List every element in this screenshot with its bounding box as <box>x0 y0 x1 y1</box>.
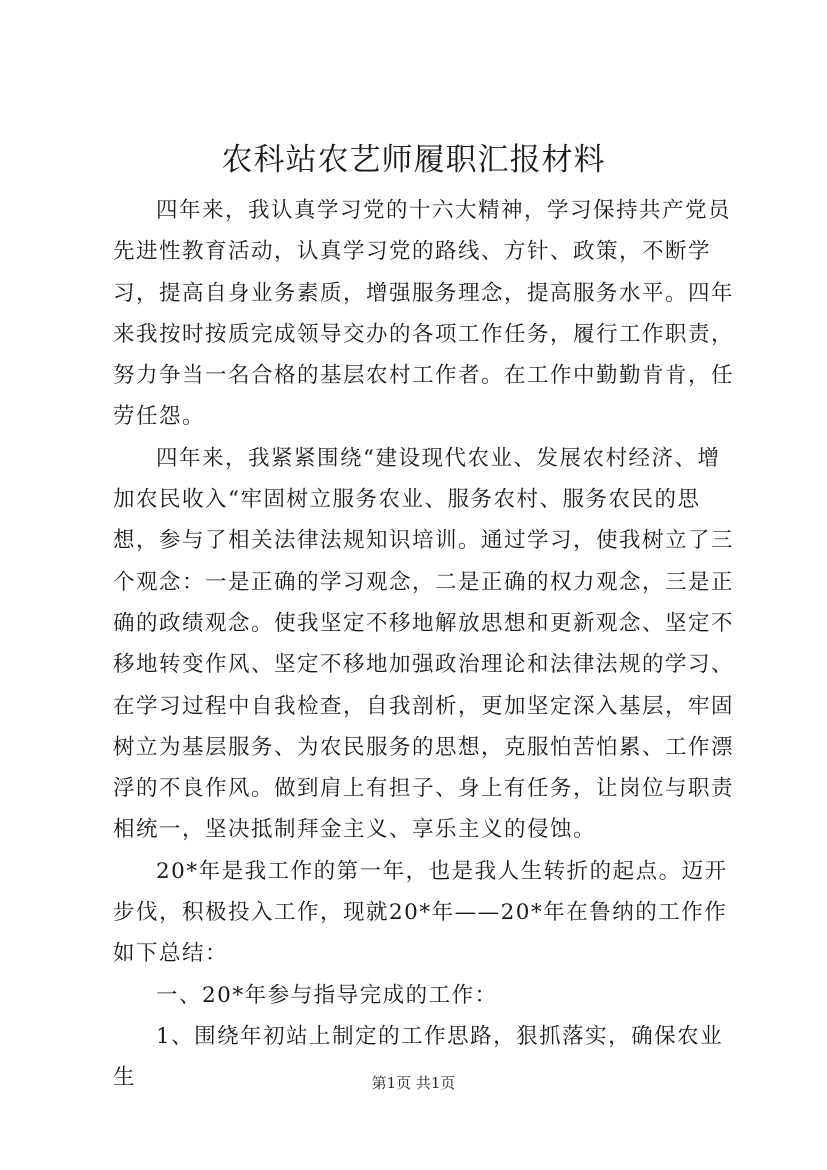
paragraph-2: 四年来，我紧紧围绕“建设现代农业、发展农村经济、增加农民收入“牢固树立服务农业、服务农村、服务农民的思想，参与了相关法律法规知识培训。通过学习，使我树立了三个观念：一是正确的学习观念，二是正确的权力观念，三是正确的政绩观念。使我坚定不移地解放思想和更新观念、坚定不移地转变作风、坚定不移地加强政治理论和法律法规的学习、在学习过程中自我检查，自我剖析，更加坚定深入基层，牢固树立为基层服务、为农民服务的思想，克服怕苦怕累、工作漂浮的不良作风。做到肩上有担子、身上有任务，让岗位与职责相统一，坚决抵制拜金主义、享乐主义的侵蚀。 <box>113 445 735 843</box>
document-title: 农科站农艺师履职汇报材料 <box>221 142 606 178</box>
page-number-footer: 第1页 共1页 <box>371 1074 456 1092</box>
paragraph-3: 20*年是我工作的第一年，也是我人生转折的起点。迈开步伐，积极投入工作，现就20*年——20*年在鲁纳的工作作如下总结： <box>113 858 728 967</box>
section-heading-1: 一、20*年参与指导完成的工作： <box>156 982 498 1008</box>
paragraph-1: 四年来，我认真学习党的十六大精神，学习保持共产党员先进性教育活动，认真学习党的路线、方针、政策，不断学习，提高自身业务素质，增强服务理念，提高服务水平。四年来我按时按质完成领导交办的各项工作任务，履行工作职责，努力争当一名合格的基层农村工作者。在工作中勤勤肯肯，任劳任怨。 <box>113 198 735 430</box>
paragraph-4: 1、围绕年初站上制定的工作思路，狠抓落实，确保农业生 <box>113 1023 724 1091</box>
